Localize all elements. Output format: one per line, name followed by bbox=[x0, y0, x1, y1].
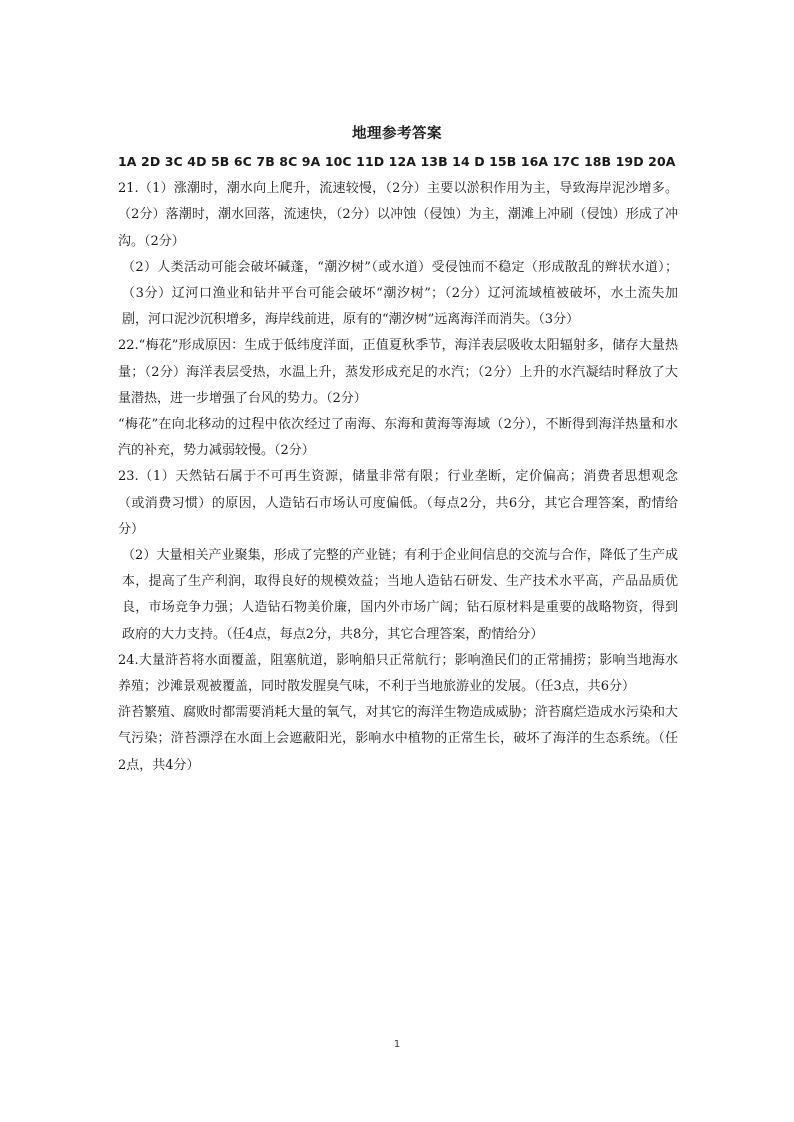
answer-24-part-1: 24.大量浒苔将水面覆盖，阻塞航道，影响船只正常航行；影响渔民们的正常捕捞；影响当地海水养殖；沙滩景观被覆盖，同时散发腥臭气味，不利于当地旅游业的发展。（任3点，共6分） bbox=[118, 652, 678, 695]
answer-23-part-1: 23.（1）天然钻石属于不可再生资源，储量非常有限；行业垄断，定价偏高；消费者思想观念（或消费习惯）的原因，人造钻石市场认可度偏低。（每点2分，共6分，其它合理答案，酌情给分） bbox=[118, 469, 678, 537]
page-number: 1 bbox=[393, 1039, 401, 1050]
page-title: 地理参考答案 bbox=[352, 126, 442, 142]
answer-21-part-2: （2）人类活动可能会破坏碱蓬，“潮汐树”（或水道）受侵蚀而不稳定（形成散乱的辫状水道）；（3分）辽河口渔业和钻井平台可能会破坏“潮汐树”；（2分）辽河流域植被破坏，水土流失加剧，河口泥沙沉积增多，海岸线前进，原有的“潮汐树”远离海洋而消失。（3分） bbox=[122, 259, 678, 328]
answer-21-part-1: 21.（1）涨潮时，潮水向上爬升，流速较慢，（2分）主要以淤积作用为主，导致海岸泥沙增多。（2分）落潮时，潮水回落，流速快，（2分）以冲蚀（侵蚀）为主，潮滩上冲刷（侵蚀）形成了冲沟。（2分） bbox=[118, 181, 678, 249]
multiple-choice-answers: 1A 2D 3C 4D 5B 6C 7B 8C 9A 10C 11D 12A 13B 14 D 15B 16A 17C 18B 19D 20A bbox=[118, 154, 676, 169]
answer-content bbox=[118, 149, 678, 779]
answer-24-part-2: 浒苔繁殖、腐败时都需要消耗大量的氧气，对其它的海洋生物造成威胁；浒苔腐烂造成水污染和大气污染；浒苔漂浮在水面上会遮蔽阳光，影响水中植物的正常生长，破坏了海洋的生态系统。（任2点，共4分） bbox=[118, 705, 678, 773]
answer-22-part-2: “梅花”在向北移动的过程中依次经过了南海、东海和黄海等海域（2分），不断得到海洋热量和水汽的补充，势力减弱较慢。（2分） bbox=[118, 417, 678, 459]
answer-22-part-1: 22.“梅花”形成原因：生成于低纬度洋面，正值夏秋季节，海洋表层吸收太阳辐射多，储存大量热量；（2分）海洋表层受热，水温上升，蒸发形成充足的水汽；（2分）上升的水汽凝结时释放了大量潜热，进一步增强了台风的势力。（2分） bbox=[118, 338, 678, 406]
answer-23-part-2: （2）大量相关产业聚集，形成了完整的产业链；有利于企业间信息的交流与合作，降低了生产成本，提高了生产利润，取得良好的规模效益；当地人造钻石研发、生产技术水平高，产品品质优良，市场竞争力强；人造钻石物美价廉，国内外市场广阔；钻石原材料是重要的战略物资，得到政府的大力支持。（任4点，每点2分，共8分，其它合理答案，酌情给分） bbox=[122, 548, 678, 642]
